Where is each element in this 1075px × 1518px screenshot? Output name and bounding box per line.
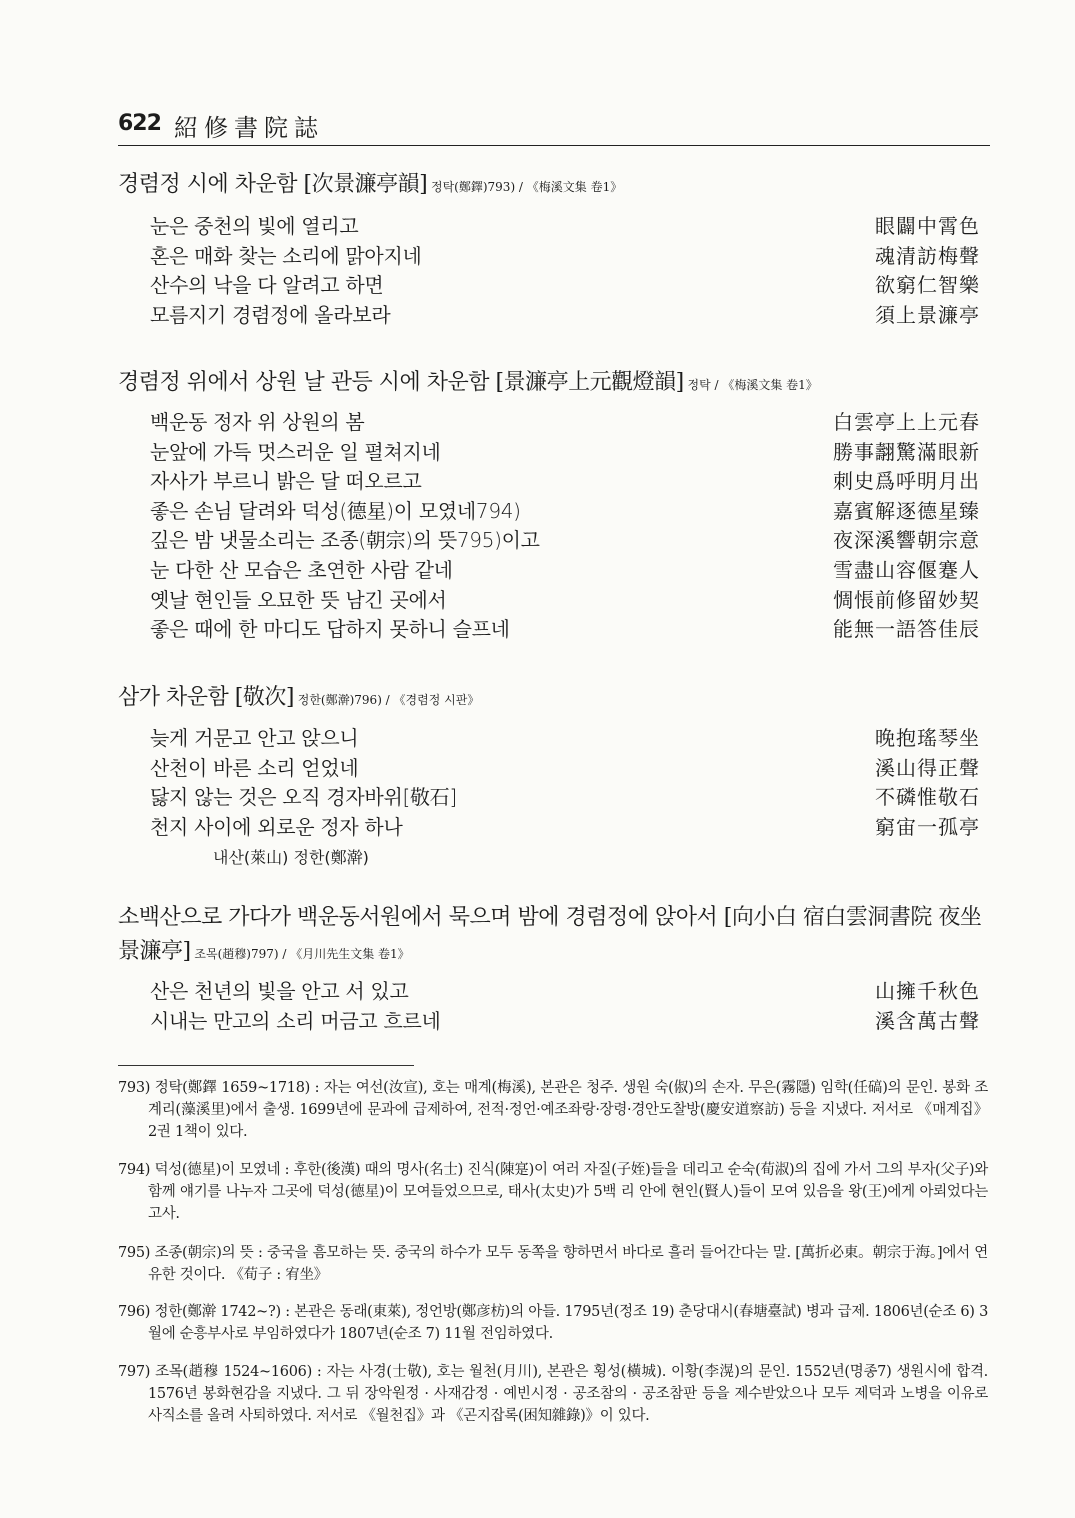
poem — [150, 977, 980, 1036]
poem-line-hanja: 能無一語答佳辰 — [833, 617, 980, 642]
poem-line-korean: 옛날 현인들 오묘한 뜻 남긴 곳에서 — [150, 587, 447, 612]
poem-line-korean: 닳지 않는 것은 오직 경자바위[敬石] — [150, 785, 457, 810]
poem-line-korean: 눈은 중천의 빛에 열리고 — [150, 214, 359, 238]
heading-meta: 정탁(鄭鐸)793) / 《梅溪文集 卷1》 — [427, 180, 623, 194]
poem-line — [150, 497, 980, 527]
poem-line-korean: 시내는 만고의 소리 머금고 흐르네 — [150, 1008, 441, 1033]
poem-line-korean: 산수의 낙을 다 알려고 하면 — [150, 273, 384, 298]
poem-line-hanja: 欲窮仁智樂 — [875, 273, 980, 298]
poem — [150, 724, 980, 842]
poem-line-hanja: 魂清訪梅聲 — [875, 243, 980, 268]
poem-line-hanja: 雪盡山容偃蹇人 — [833, 557, 980, 582]
poem-line — [150, 556, 980, 586]
heading-meta: 조목(趙穆)797) / 《月川先生文集 卷1》 — [190, 947, 410, 961]
poem — [150, 408, 980, 645]
section-heading — [118, 366, 998, 402]
poem-line — [150, 783, 980, 813]
poem-line-hanja: 眼闢中霄色 — [875, 214, 980, 238]
heading-hanja: [向小白 宿白雲洞書院 夜坐景濂亭] — [118, 905, 982, 964]
heading-hanja: [敬次] — [234, 685, 294, 710]
page-header — [118, 105, 990, 146]
poem-line-korean: 혼은 매화 찾는 소리에 맑아지네 — [150, 243, 422, 268]
poem-line-hanja: 溪含萬古聲 — [875, 1008, 980, 1033]
footnote: 797) 조목(趙穆 1524~1606) : 자는 사경(士敬), 호는 월천(月川), 본관은 횡성(橫城). 이황(李滉)의 문인. 1552년(명종7) 생원시에 합격. 1576년 봉화현감을 지냈다. 그 뒤 장악원정 · 사재감정 · 예빈시정 · 공조참의 · 공조참판 등을 제수받았으나 모두 제덕과 노병을 이유로 사직소를 올려 사퇴하였다. 저서로 《월천집》과 《곤지잡록(困知雜錄)》이 있다. — [118, 1364, 988, 1424]
book-title: 紹修書院誌 — [174, 114, 324, 142]
heading-korean: 경렴정 위에서 상원 날 관등 시에 차운함 — [118, 370, 496, 395]
poem — [150, 212, 980, 330]
poem-line-korean: 자사가 부르니 밝은 달 떠오르고 — [150, 469, 422, 494]
section-heading — [118, 901, 998, 971]
poem-line-hanja: 夜深溪響朝宗意 — [833, 528, 980, 553]
footnote: 793) 정탁(鄭鐸 1659~1718) : 자는 여선(汝宣), 호는 매계(梅溪), 본관은 청주. 생원 숙(俶)의 손자. 무은(霧隱) 임학(任碻)의 문인. 봉화 조계리(藻溪里)에서 출생. 1699년에 문과에 급제하여, 전적·정언·예조좌랑·장령·경안도찰방(慶安道察訪) 등을 지냈다. 저서로 《매계집》 2권 1책이 있다. — [118, 1080, 988, 1140]
poem-line-korean: 좋은 때에 한 마디도 답하지 못하니 슬프네 — [150, 617, 510, 642]
section-heading — [118, 168, 998, 204]
poem-line — [150, 467, 980, 497]
poem-line — [150, 977, 980, 1007]
heading-hanja: [景濂亭上元觀燈韻] — [495, 370, 684, 395]
poem-line-hanja: 惆悵前修留妙契 — [833, 587, 980, 612]
poem-line — [150, 724, 980, 754]
poem-line-korean: 산천이 바른 소리 얻었네 — [150, 755, 359, 780]
footnote: 795) 조종(朝宗)의 뜻 : 중국을 흠모하는 뜻. 중국의 하수가 모두 동쪽을 향하면서 바다로 흘러 들어간다는 말. [萬折必東。朝宗于海。]에서 연유한 것이다. 《荀子 : 宥坐》 — [118, 1245, 988, 1283]
poem-line — [150, 301, 980, 331]
poem-line — [150, 212, 980, 242]
poem-line — [150, 242, 980, 272]
poem-line-hanja: 不磷惟敬石 — [875, 785, 980, 810]
heading-korean: 소백산으로 가다가 백운동서원에서 묵으며 밤에 경렴정에 앉아서 — [118, 905, 724, 930]
heading-meta: 정탁 / 《梅溪文集 卷1》 — [683, 378, 818, 392]
poem-line — [150, 754, 980, 784]
poem-line — [150, 408, 980, 438]
poem-line-hanja: 溪山得正聲 — [875, 755, 980, 780]
poem-line-korean: 깊은 밤 냇물소리는 조종(朝宗)의 뜻795)이고 — [150, 528, 540, 553]
footnote: 796) 정한(鄭澣 1742~?) : 본관은 동래(東萊), 정언방(鄭彦枋)의 아들. 1795년(정조 19) 춘당대시(春塘臺試) 병과 급제. 1806년(순조 6) 3월에 순흥부사로 부임하였다가 1807년(순조 7) 11월 전임하였다. — [118, 1304, 988, 1342]
poem-line-korean: 모름지기 경렴정에 올라보라 — [150, 302, 391, 327]
poem-line-korean: 늦게 거문고 안고 앉으니 — [150, 726, 359, 750]
poem-line-hanja: 山擁千秋色 — [875, 979, 980, 1003]
poem-line-korean: 천지 사이에 외로운 정자 하나 — [150, 814, 403, 839]
poem-line-hanja: 勝事翿驚滿眼新 — [833, 439, 980, 464]
poem-line — [150, 586, 980, 616]
heading-meta: 정한(鄭澣)796) / 《경렴정 시판》 — [293, 693, 480, 707]
poem-line-korean: 눈앞에 가득 멋스러운 일 펼쳐지네 — [150, 439, 441, 464]
poem-line-hanja: 嘉賓解逐德星臻 — [833, 498, 980, 523]
footnote-divider — [118, 1065, 414, 1066]
poem-line-hanja: 白雲亭上上元春 — [833, 410, 980, 434]
heading-korean: 경렴정 시에 차운함 — [118, 172, 304, 197]
poem-line — [150, 526, 980, 556]
poem-line — [150, 1007, 980, 1037]
poem-signature: 내산(萊山) 정한(鄭澣) — [213, 848, 369, 867]
poem-line-korean: 백운동 정자 위 상원의 봄 — [150, 410, 365, 434]
poem-line-hanja: 晚抱瑤琴坐 — [875, 726, 980, 750]
poem-line — [150, 615, 980, 645]
poem-line-korean: 산은 천년의 빛을 안고 서 있고 — [150, 979, 409, 1003]
heading-hanja: [次景濂亭韻] — [303, 172, 428, 197]
footnote: 794) 덕성(德星)이 모였네 : 후한(後漢) 때의 명사(名士) 진식(陳寔)이 여러 자질(子姪)들을 데리고 순숙(荀淑)의 집에 가서 그의 부자(父子)와 함께 얘기를 나누자 그곳에 덕성(德星)이 모여들었으므로, 태사(太史)가 5백 리 안에 현인(賢人)들이 모여 있음을 왕(王)에게 아뢰었다는 고사. — [118, 1162, 988, 1222]
poem-line-hanja: 窮宙一孤亭 — [875, 814, 980, 839]
poem-line — [150, 813, 980, 843]
section-heading — [118, 681, 998, 717]
page-number: 622 — [118, 111, 161, 136]
poem-line-hanja: 須上景濂亭 — [875, 302, 980, 327]
heading-korean: 삼가 차운함 — [118, 685, 235, 710]
poem-line — [150, 438, 980, 468]
poem-line-korean: 좋은 손님 달려와 덕성(德星)이 모였네794) — [150, 498, 521, 523]
poem-line-korean: 눈 다한 산 모습은 초연한 사람 같네 — [150, 557, 453, 582]
poem-line — [150, 271, 980, 301]
poem-line-hanja: 刺史爲呼明月出 — [833, 469, 980, 494]
